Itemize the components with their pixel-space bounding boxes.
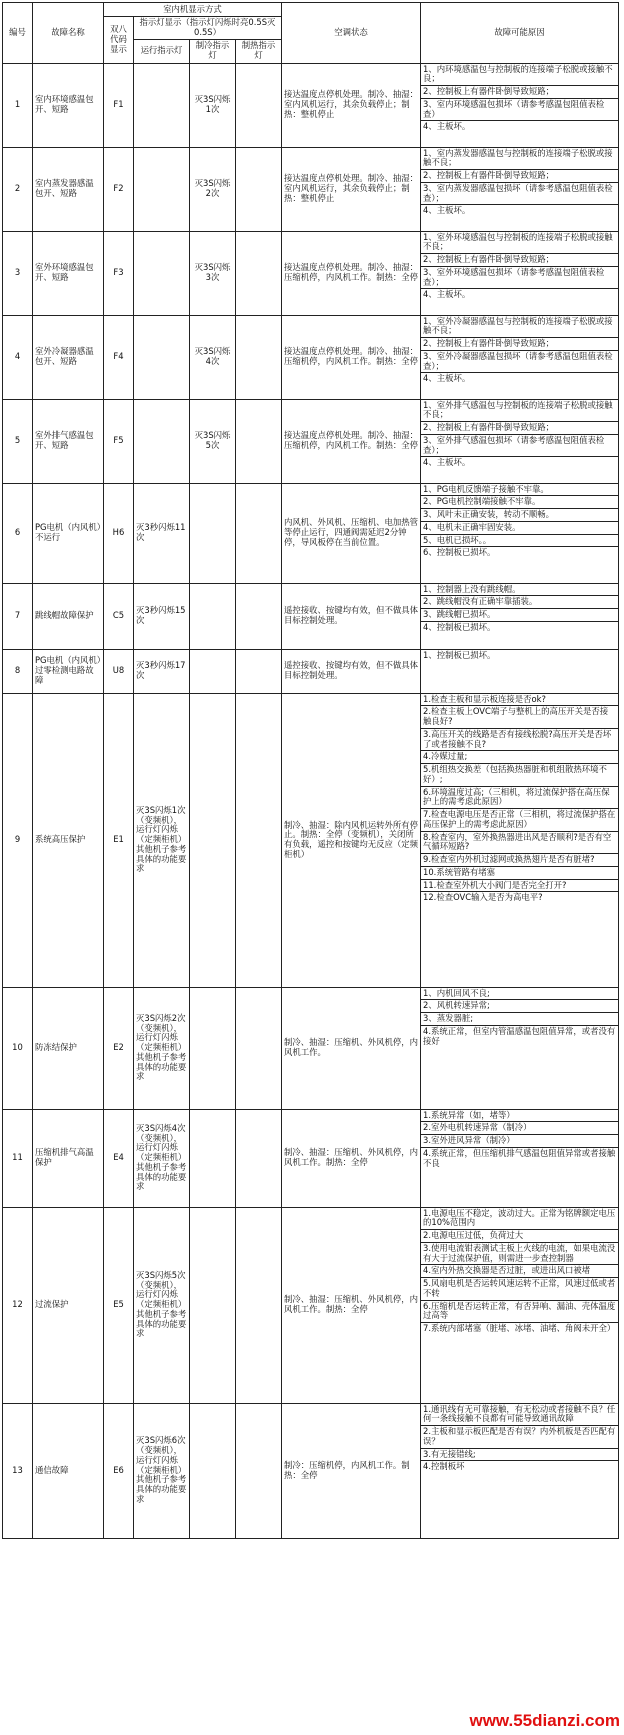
- cause-item: 4、主板坏。: [423, 121, 471, 132]
- cause-item: 2.检查主板上OVC端子与整机上的高压开关是否接触良好?: [421, 706, 618, 729]
- fault-causes: [421, 315, 619, 399]
- header-heat-led: 制热指示灯: [236, 39, 282, 63]
- cause-item: 4、主板坏。: [423, 205, 471, 216]
- cause-item: 7.检查电源电压是否正常（三相机，将过流保护搭在高压保护上的需考虑此原因）: [421, 809, 618, 832]
- cause-item: 2、跳线帽没有正确牢靠插装。: [421, 596, 618, 609]
- cause-item: 5.机组热交换差（包括换热器脏和机组散热环境不好）;: [421, 764, 618, 787]
- ac-status: 接达温度点停机处理。制冷、抽湿：压缩机停，内风机工作。制热：全停: [282, 315, 421, 399]
- run-led-display: [134, 315, 190, 399]
- heat-led-display: [236, 399, 282, 483]
- fault-name: 室内环境感温包开、短路: [33, 63, 104, 147]
- fault-code: E4: [104, 1109, 134, 1207]
- header-indicator: 指示灯显示（指示灯闪烁时亮0.5S灭0.5S）: [134, 17, 282, 40]
- cause-item: 1、PG电机反馈端子接触不牢靠。: [421, 484, 618, 497]
- cause-item: 2、控制板上有器件卧倒导致短路；: [421, 422, 618, 435]
- fault-causes: [421, 399, 619, 483]
- cause-item: 1、内机回风不良;: [421, 988, 618, 1001]
- cause-item: 2、控制板上有器件卧倒导致短路；: [421, 254, 618, 267]
- fault-name: 室外冷凝器感温包开、短路: [33, 315, 104, 399]
- fault-no: 6: [3, 483, 33, 583]
- cause-item: 1.电源电压不稳定，波动过大。正常为铭牌额定电压的10%范围内: [421, 1208, 618, 1231]
- cause-item: 3、跳线帽已损坏。: [421, 609, 618, 622]
- run-led-display: [134, 63, 190, 147]
- fault-name: 系统高压保护: [33, 693, 104, 987]
- cause-item: 2、控制板上有器件卧倒导致短路；: [421, 338, 618, 351]
- fault-no: 8: [3, 649, 33, 693]
- cool-led-display: 灭3S闪烁1次: [190, 63, 236, 147]
- cause-item: 6.环境温度过高;（三相机，将过流保护搭在高压保护上的需考虑此原因）: [421, 787, 618, 810]
- cool-led-display: 灭3S闪烁4次: [190, 315, 236, 399]
- table-row: [3, 63, 619, 147]
- heat-led-display: [236, 649, 282, 693]
- fault-code: F4: [104, 315, 134, 399]
- cause-item: 3、室内环境感温包损坏（请参考感温包阻值表检查）: [421, 99, 618, 122]
- heat-led-display: [236, 583, 282, 649]
- fault-code: E1: [104, 693, 134, 987]
- cause-item: 1.检查主板和显示板连接是否ok?: [421, 694, 618, 707]
- fault-name: 室内蒸发器感温包开、短路: [33, 147, 104, 231]
- fault-causes: [421, 483, 619, 583]
- cause-item: 4、电机未正确牢固安装。: [421, 522, 618, 535]
- table-row: [3, 147, 619, 231]
- fault-causes: [421, 1403, 619, 1538]
- fault-name: 过流保护: [33, 1207, 104, 1403]
- header-dual8: 双八代码显示: [104, 17, 134, 64]
- cause-item: 11.检查室外机大小阀门是否完全打开?: [421, 880, 618, 893]
- cause-item: 3、蒸发器脏;: [421, 1013, 618, 1026]
- cause-item: 4、控制板已损坏。: [423, 621, 496, 632]
- run-led-display: 灭3S闪烁4次（变频机），运行灯闪烁（定频柜机）其他机子参考具体的功能要求: [134, 1109, 190, 1207]
- cause-item: 7.系统内部堵塞（脏堵、冰堵、油堵、角阀未开全）: [423, 1323, 616, 1333]
- cause-item: 6.压缩机是否运转正常，有否异响、漏油、壳体温度过高等: [421, 1301, 618, 1324]
- cause-item: 1、室外冷凝器感温包与控制板的连接端子松脱或接触不良；: [421, 316, 618, 339]
- cause-item: 8.检查室内，室外换热器进出风是否顺利?是否有空气循环短路?: [421, 832, 618, 855]
- fault-code: H6: [104, 483, 134, 583]
- cause-item: 1、控制板已损坏。: [423, 649, 496, 660]
- run-led-display: 灭3秒闪烁11次: [134, 483, 190, 583]
- cause-item: 1、内环境感温包与控制板的连接端子松脱或接触不良；: [421, 64, 618, 87]
- cause-item: 1、控制器上没有跳线帽。: [421, 584, 618, 597]
- cause-item: 5.风扇电机是否运转风速运转不正常，风速过低或者不转: [421, 1278, 618, 1301]
- fault-code: F2: [104, 147, 134, 231]
- cause-item: 4、主板坏。: [423, 289, 471, 300]
- cool-led-display: [190, 1403, 236, 1538]
- header-ac-status: 空调状态: [282, 3, 421, 64]
- run-led-display: 灭3S闪烁5次（变频机），运行灯闪烁（定频柜机）其他机子参考具体的功能要求: [134, 1207, 190, 1403]
- cause-item: 1.系统异常（如，堵等）: [421, 1110, 618, 1123]
- fault-code: E5: [104, 1207, 134, 1403]
- table-row: [3, 399, 619, 483]
- cause-item: 2、PG电机控制端接触不牢靠。: [421, 496, 618, 509]
- ac-status: 接达温度点停机处理。制冷、抽湿：室内风机运行，其余负载停止；制热：整机停止: [282, 63, 421, 147]
- fault-no: 10: [3, 987, 33, 1109]
- fault-code: F5: [104, 399, 134, 483]
- header-cool-led: 制冷指示灯: [190, 39, 236, 63]
- fault-causes: [421, 63, 619, 147]
- fault-name: 室外环境感温包开、短路: [33, 231, 104, 315]
- ac-status: 遥控接收、按键均有效，但不做具体目标控制处理。: [282, 583, 421, 649]
- fault-code: E2: [104, 987, 134, 1109]
- cause-item: 1、室内蒸发器感温包与控制板的连接端子松脱或接触不良；: [421, 148, 618, 171]
- fault-name: 室外排气感温包开、短路: [33, 399, 104, 483]
- fault-no: 3: [3, 231, 33, 315]
- table-row: [3, 1207, 619, 1403]
- cool-led-display: [190, 987, 236, 1109]
- table-row: [3, 315, 619, 399]
- fault-causes: [421, 1207, 619, 1403]
- fault-no: 12: [3, 1207, 33, 1403]
- cause-item: 4.系统正常，但室内管温感温包阻值异常，或者没有接好: [423, 1025, 616, 1046]
- heat-led-display: [236, 693, 282, 987]
- fault-code: U8: [104, 649, 134, 693]
- fault-name: 防冻结保护: [33, 987, 104, 1109]
- ac-status: 内风机、外风机、压缩机、电加热管等停止运行，四通阀需延迟2分钟停，导风板停在当前位置。: [282, 483, 421, 583]
- fault-causes: [421, 649, 619, 693]
- fault-causes: [421, 147, 619, 231]
- ac-status: 遥控接收、按键均有效，但不做具体目标控制处理。: [282, 649, 421, 693]
- cause-item: 3.使用电流钳表测试主板上火线的电流，如果电流没有大于过流保护值，则需进一步查控制器: [421, 1243, 618, 1266]
- ac-status: 接达温度点停机处理。制冷、抽湿：室内风机运行，其余负载停止；制热：整机停止: [282, 147, 421, 231]
- heat-led-display: [236, 147, 282, 231]
- cause-item: 12.检查OVC输入是否为高电平?: [423, 892, 543, 903]
- cool-led-display: [190, 649, 236, 693]
- run-led-display: [134, 231, 190, 315]
- fault-causes: [421, 583, 619, 649]
- heat-led-display: [236, 987, 282, 1109]
- cause-item: 2、控制板上有器件卧倒导致短路；: [421, 86, 618, 99]
- cool-led-display: [190, 693, 236, 987]
- ac-status: 制冷、抽湿：压缩机、外风机停，内风机工作。制热：全停: [282, 1207, 421, 1403]
- cool-led-display: [190, 1109, 236, 1207]
- fault-no: 2: [3, 147, 33, 231]
- header-no: 编号: [3, 3, 33, 64]
- cause-item: 3、室外冷凝器感温包损坏（请参考感温包阻值表检查）；: [421, 351, 618, 374]
- table-row: [3, 693, 619, 987]
- fault-no: 9: [3, 693, 33, 987]
- heat-led-display: [236, 1207, 282, 1403]
- heat-led-display: [236, 1109, 282, 1207]
- table-row: [3, 231, 619, 315]
- fault-name: 跳线帽故障保护: [33, 583, 104, 649]
- fault-name: PG电机（内风机）不运行: [33, 483, 104, 583]
- cause-item: 4.系统正常，但压缩机排气感温包阻值异常或者接触不良: [423, 1147, 616, 1168]
- heat-led-display: [236, 315, 282, 399]
- ac-status: 制冷：压缩机停，内风机工作。制热：全停: [282, 1403, 421, 1538]
- cause-item: 3、室外排气感温包损坏（请参考感温包阻值表检查）；: [421, 435, 618, 458]
- run-led-display: 灭3S闪烁6次（变频机），运行灯闪烁（定频柜机）其他机子参考具体的功能要求: [134, 1403, 190, 1538]
- ac-status: 制冷、抽湿：压缩机、外风机停，内风机工作。: [282, 987, 421, 1109]
- run-led-display: 灭3秒闪烁17次: [134, 649, 190, 693]
- cause-item: 3.室外进风异常（制冷）: [421, 1135, 618, 1148]
- fault-code: C5: [104, 583, 134, 649]
- table-row: [3, 1109, 619, 1207]
- header-indoor-display: 室内机显示方式: [104, 3, 282, 17]
- cause-item: 9.检查室内外机过滤网或换热翅片是否有脏堵?: [421, 854, 618, 867]
- cause-item: 2.主板和显示板匹配是否有误？内外机板是否匹配有误？: [421, 1426, 618, 1449]
- table-row: [3, 1403, 619, 1538]
- table-row: [3, 649, 619, 693]
- fault-name: PG电机（内风机）过零检测电路故障: [33, 649, 104, 693]
- fault-name: 通信故障: [33, 1403, 104, 1538]
- fault-causes: [421, 987, 619, 1109]
- fault-causes: [421, 693, 619, 987]
- heat-led-display: [236, 483, 282, 583]
- cause-item: 2.电源电压过低，负荷过大: [421, 1230, 618, 1243]
- fault-no: 5: [3, 399, 33, 483]
- ac-status: 制冷、抽湿：压缩机、外风机停，内风机工作。制热：全停: [282, 1109, 421, 1207]
- fault-causes: [421, 1109, 619, 1207]
- run-led-display: 灭3秒闪烁15次: [134, 583, 190, 649]
- cool-led-display: [190, 1207, 236, 1403]
- fault-code: F3: [104, 231, 134, 315]
- cause-item: 4.控制板坏: [423, 1461, 465, 1472]
- fault-causes: [421, 231, 619, 315]
- fault-code: F1: [104, 63, 134, 147]
- cause-item: 4.室内外热交换器是否过脏，或进出风口被堵: [421, 1265, 618, 1278]
- run-led-display: [134, 399, 190, 483]
- cause-item: 10.系统管路有堵塞: [421, 867, 618, 880]
- cool-led-display: 灭3S闪烁2次: [190, 147, 236, 231]
- cause-item: 5、电机已损坏。。: [421, 535, 618, 548]
- fault-table-body: [3, 63, 619, 1538]
- ac-status: 接达温度点停机处理。制冷、抽湿：压缩机停，内风机工作。制热：全停: [282, 231, 421, 315]
- table-row: [3, 987, 619, 1109]
- fault-name: 压缩机排气高温保护: [33, 1109, 104, 1207]
- cause-item: 2.室外电机转速异常（制冷）: [421, 1122, 618, 1135]
- cause-item: 1.通讯线有无可靠接触，有无松动或者接触不良？任何一条线接触不良都有可能导致通讯故障: [421, 1404, 618, 1427]
- cause-item: 2、风机转速异常;: [421, 1000, 618, 1013]
- run-led-display: [134, 147, 190, 231]
- heat-led-display: [236, 231, 282, 315]
- cause-item: 1、室外环境感温包与控制板的连接端子松脱或接触不良；: [421, 232, 618, 255]
- cause-item: 3、风叶未正确安装，转动不顺畅。: [421, 509, 618, 522]
- run-led-display: 灭3S闪烁2次（变频机），运行灯闪烁（定频柜机）其他机子参考具体的功能要求: [134, 987, 190, 1109]
- fault-code: E6: [104, 1403, 134, 1538]
- cause-item: 3、室内蒸发器感温包损坏（请参考感温包阻值表检查）；: [421, 183, 618, 206]
- fault-no: 7: [3, 583, 33, 649]
- heat-led-display: [236, 1403, 282, 1538]
- fault-code-table: [2, 2, 619, 1539]
- fault-no: 4: [3, 315, 33, 399]
- run-led-display: 灭3S闪烁1次（变频机），运行灯闪烁（定频柜机）其他机子参考具体的功能要求: [134, 693, 190, 987]
- ac-status: 制冷、抽湿：除内风机运转外所有停止。制热：全停（变频机），关闭所有负载，遥控和按键均无反应（定频柜机）: [282, 693, 421, 987]
- table-row: [3, 483, 619, 583]
- cause-item: 4、主板坏。: [423, 457, 471, 468]
- fault-no: 1: [3, 63, 33, 147]
- header-run-led: 运行指示灯: [134, 39, 190, 63]
- cause-item: 3.高压开关的线路是否有接线松脱?高压开关是否坏了或者接触不良?: [421, 729, 618, 752]
- fault-no: 13: [3, 1403, 33, 1538]
- cause-item: 6、控制板已损坏。: [423, 547, 496, 558]
- cause-item: 2、控制板上有器件卧倒导致短路；: [421, 170, 618, 183]
- cause-item: 3、室外环境感温包损坏（请参考感温包阻值表检查）；: [421, 267, 618, 290]
- cause-item: 1、室外排气感温包与控制板的连接端子松脱或接触不良；: [421, 400, 618, 423]
- header-name: 故障名称: [33, 3, 104, 64]
- watermark: www.55dianzi.com: [469, 1711, 620, 1730]
- cool-led-display: 灭3S闪烁3次: [190, 231, 236, 315]
- ac-status: 接达温度点停机处理。制冷、抽湿：压缩机停，内风机工作。制热：全停: [282, 399, 421, 483]
- cool-led-display: [190, 483, 236, 583]
- fault-no: 11: [3, 1109, 33, 1207]
- cause-item: 4、主板坏。: [423, 373, 471, 384]
- cool-led-display: [190, 583, 236, 649]
- table-row: [3, 583, 619, 649]
- cause-item: 4.冷媒过量;: [421, 751, 618, 764]
- heat-led-display: [236, 63, 282, 147]
- cause-item: 3.有无接错线;: [421, 1449, 618, 1462]
- header-causes: 故障可能原因: [421, 3, 619, 64]
- cool-led-display: 灭3S闪烁5次: [190, 399, 236, 483]
